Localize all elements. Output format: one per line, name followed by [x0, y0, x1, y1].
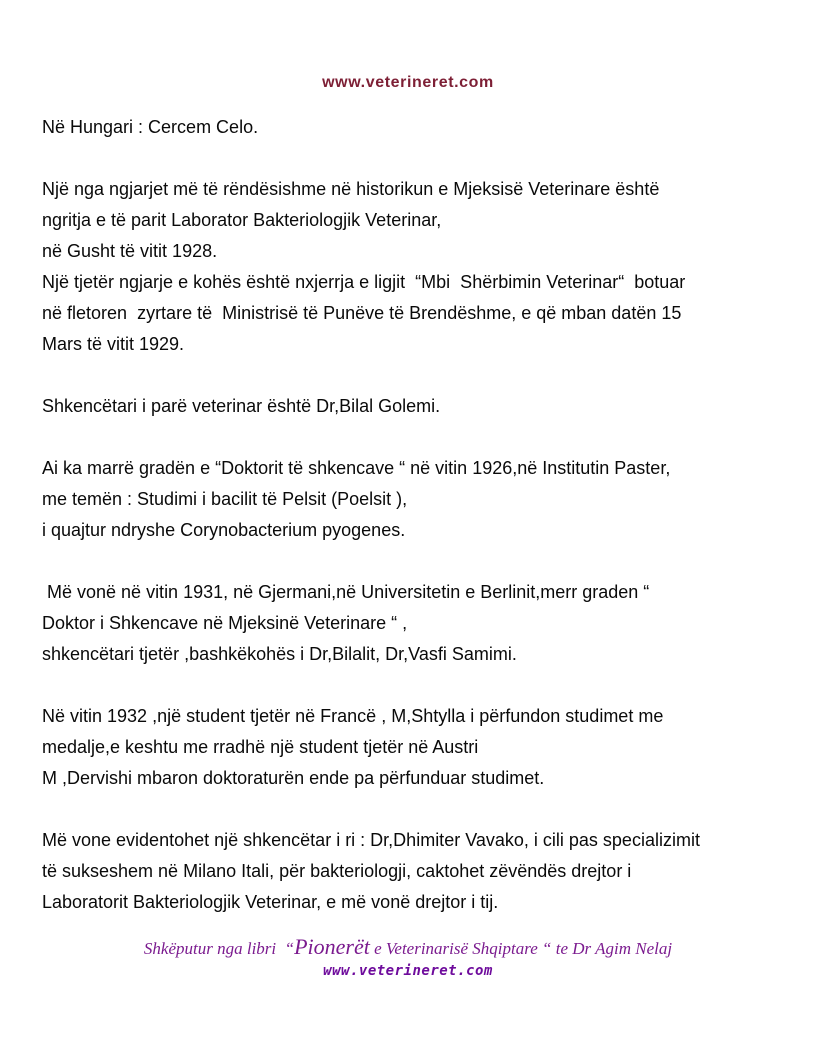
- paragraph: [42, 453, 776, 546]
- book-credit: [0, 934, 816, 962]
- body-text: [42, 112, 776, 949]
- body-line: Në vitin 1932 ,një student tjetër në Francë , M,Shtylla i përfundon studimet me: [42, 706, 664, 726]
- body-line: shkencëtari tjetër ,bashkëkohës i Dr,Bilalit, Dr,Vasfi Samimi.: [42, 644, 517, 664]
- paragraph: [42, 112, 776, 143]
- body-line: Doktor i Shkencave në Mjeksinë Veterinare “ ,: [42, 613, 408, 633]
- body-line: me temën : Studimi i bacilit të Pelsit (Poelsit ),: [42, 489, 408, 509]
- body-line: Një tjetër ngjarje e kohës është nxjerrja e ligjit “Mbi Shërbimin Veterinar“ botuar: [42, 272, 686, 292]
- credit-rest: e Veterinarisë Shqiptare “ te Dr Agim Nelaj: [369, 939, 673, 958]
- footer-url: www.veterineret.com: [323, 963, 493, 979]
- body-line: në Gusht të vitit 1928.: [42, 241, 218, 261]
- body-line: të sukseshem në Milano Itali, për bakteriologji, caktohet zëvëndës drejtor i: [42, 861, 632, 881]
- body-line: Laboratorit Bakteriologjik Veterinar, e më vonë drejtor i tij.: [42, 892, 499, 912]
- body-line: i quajtur ndryshe Corynobacterium pyogenes.: [42, 520, 406, 540]
- body-line: M ,Dervishi mbaron doktoraturën ende pa përfunduar studimet.: [42, 768, 545, 788]
- body-line: Në Hungari : Cercem Celo.: [42, 117, 259, 137]
- body-line: në fletoren zyrtare të Ministrisë të Punëve të Brendëshme, e që mban datën 15: [42, 303, 682, 323]
- body-line: Më vone evidentohet një shkencëtar i ri : Dr,Dhimiter Vavako, i cili pas specializimit: [42, 830, 700, 850]
- credit-prefix: Shkëputur nga libri “: [143, 939, 295, 958]
- body-line: Një nga ngjarjet më të rëndësishme në historikun e Mjeksisë Veterinare është: [42, 179, 660, 199]
- body-line: Më vonë në vitin 1931, në Gjermani,në Universitetin e Berlinit,merr graden “: [42, 582, 650, 602]
- paragraph: [42, 391, 776, 422]
- body-line: Mars të vitit 1929.: [42, 334, 185, 354]
- body-line: Shkencëtari i parë veterinar është Dr,Bilal Golemi.: [42, 396, 441, 416]
- paragraph: [42, 701, 776, 794]
- page-footer: [0, 934, 816, 980]
- book-title: Pionerët: [294, 934, 370, 959]
- body-line: ngritja e të parit Laborator Bakteriologjik Veterinar,: [42, 210, 442, 230]
- paragraph: [42, 577, 776, 670]
- header-url: www.veterineret.com: [322, 74, 494, 91]
- body-line: medalje,e keshtu me rradhë një student tjetër në Austri: [42, 737, 479, 757]
- paragraph: [42, 174, 776, 360]
- body-line: Ai ka marrë gradën e “Doktorit të shkencave “ në vitin 1926,në Institutin Paster,: [42, 458, 671, 478]
- paragraph: [42, 825, 776, 918]
